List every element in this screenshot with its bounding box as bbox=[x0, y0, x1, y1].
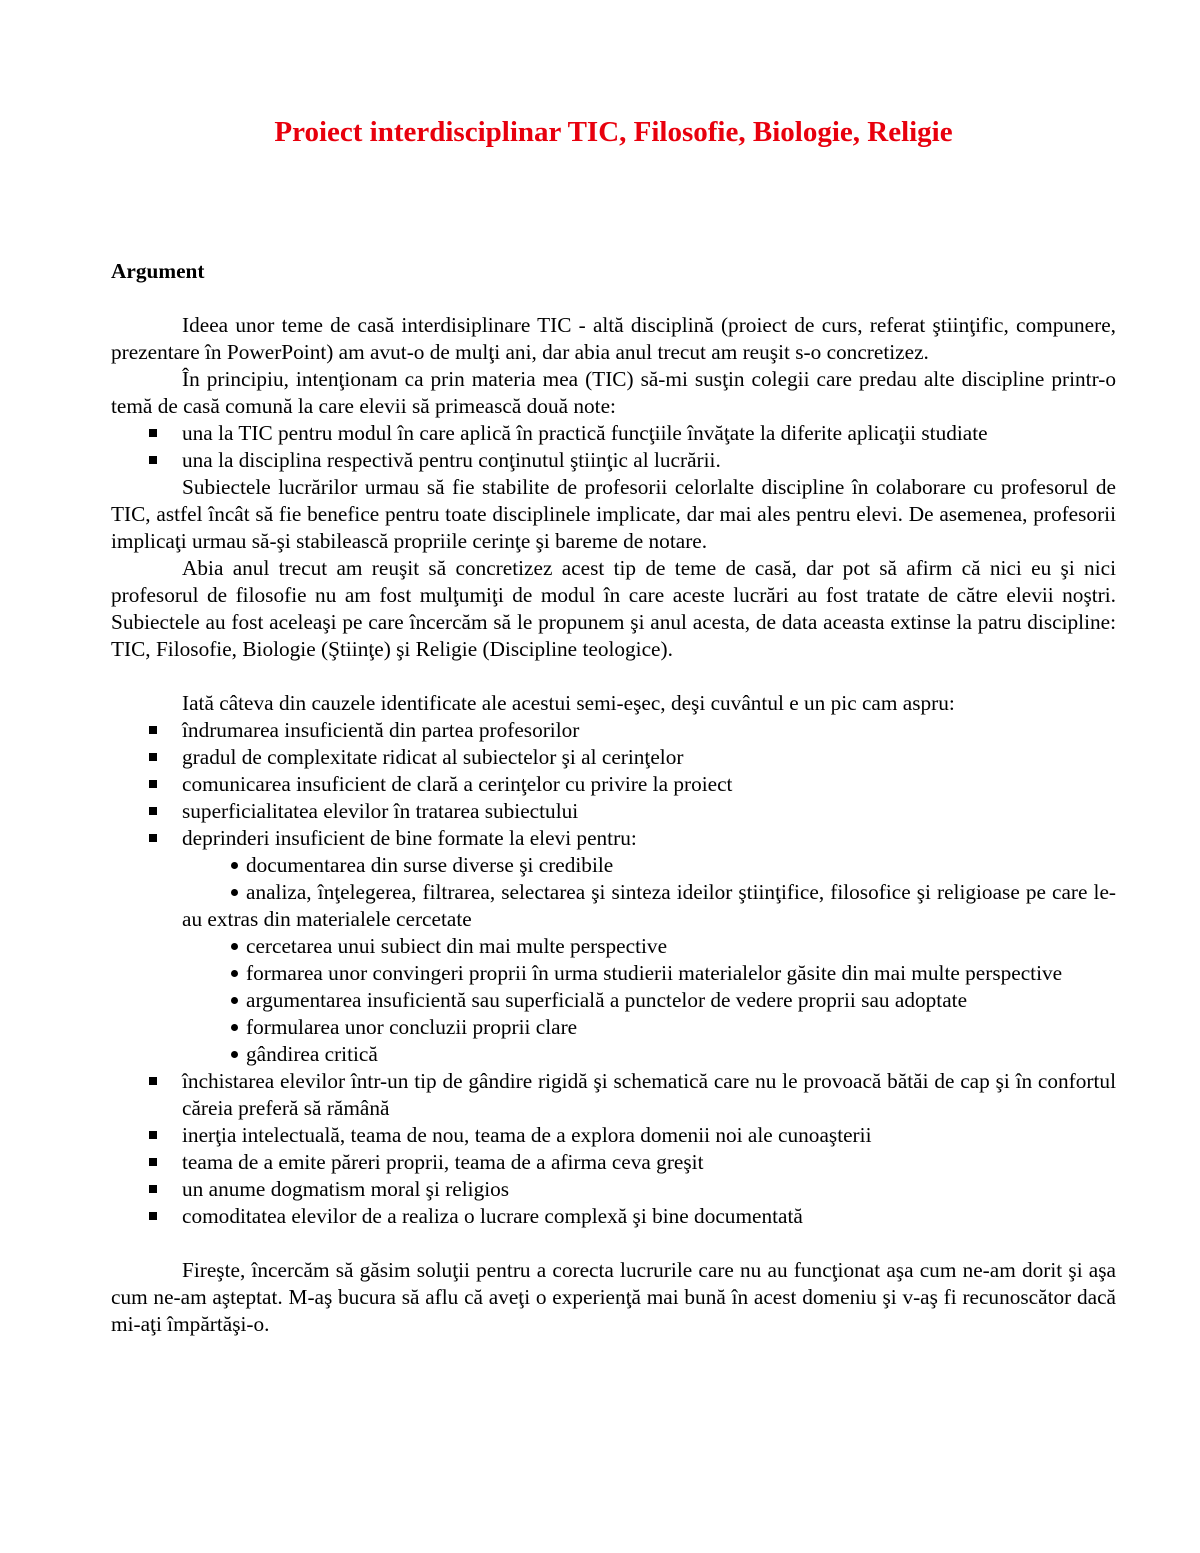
skills-sublist bbox=[182, 852, 1116, 1068]
list-item: teama de a emite păreri proprii, teama de a afirma ceva greşit bbox=[111, 1149, 1116, 1176]
round-bullet-icon bbox=[231, 862, 238, 869]
list-item: îndrumarea insuficientă din partea profesorilor bbox=[111, 717, 1116, 744]
document-body bbox=[111, 258, 1116, 1338]
paragraph-principle: În principiu, intenţionam ca prin materia mea (TIC) să-mi susţin colegii care predau alte discipline printr-o temă de casă comună la care elevii să primească două note: bbox=[111, 367, 1116, 418]
sublist-item: argumentarea insuficientă sau superficială a punctelor de vedere proprii sau adoptate bbox=[182, 987, 1116, 1014]
round-bullet-icon bbox=[231, 1024, 238, 1031]
square-bullet-icon bbox=[149, 726, 157, 734]
paragraph-last-year: Abia anul trecut am reuşit să concretizez acest tip de teme de casă, dar pot să afirm că nici eu şi nici profesorul de filosofie nu am fost mulţumiţi de modul în care aceste lucrări au fost tratate de către elevii noştri. Subiectele au fost aceleaşi pe care încercăm să le propunem şi anul acesta, de data aceasta extinse la patru discipline: TIC, Filosofie, Biologie (Ştiinţe) şi Religie (Discipline teologice). bbox=[111, 556, 1116, 661]
sublist-item: documentarea din surse diverse şi credibile bbox=[182, 852, 1116, 879]
square-bullet-icon bbox=[149, 834, 157, 842]
paragraph-intro: Ideea unor teme de casă interdisiplinare TIC - altă disciplină (proiect de curs, referat ştiinţific, compunere, prezentare în PowerPoint) am avut-o de mulţi ani, dar abia anul trecut am reuşit s-o concretizez. bbox=[111, 313, 1116, 364]
paragraph-subjects: Subiectele lucrărilor urmau să fie stabilite de profesorii celorlalte discipline în colaborare cu profesorul de TIC, astfel încât să fie benefice pentru toate disciplinele implicate, dar mai ales pentru elevi. De asemenea, profesorii implicaţi urmau să-şi stabilească propriile cerinţe şi bareme de notare. bbox=[111, 475, 1116, 553]
square-bullet-icon bbox=[149, 1185, 157, 1193]
round-bullet-icon bbox=[231, 889, 238, 896]
list-item: gradul de complexitate ridicat al subiectelor şi al cerinţelor bbox=[111, 744, 1116, 771]
spacer bbox=[111, 663, 1116, 690]
list-item: comunicarea insuficient de clară a cerinţelor cu privire la proiect bbox=[111, 771, 1116, 798]
causes-list bbox=[111, 717, 1116, 1230]
list-item: deprinderi insuficient de bine formate la elevi pentru: documentarea din surse diverse şi credibile analiza, înţelegerea, filtrarea, selectarea şi sinteza ideilor ştiinţifice, filosofice şi religioase pe care le-au extras din materialele cercetate cercetarea unui subiect din mai multe perspective formarea unor convingeri proprii în urma studierii materialelor găsite din mai multe perspective argumentarea insuficientă sau superficială a punctelor de vedere proprii sau adoptate formularea unor concluzii proprii clare gândirea critică bbox=[111, 825, 1116, 1068]
square-bullet-icon bbox=[149, 1212, 157, 1220]
list-item: un anume dogmatism moral şi religios bbox=[111, 1176, 1116, 1203]
spacer bbox=[111, 285, 1116, 312]
round-bullet-icon bbox=[231, 1051, 238, 1058]
paragraph-closing: Fireşte, încercăm să găsim soluţii pentru a corecta lucrurile care nu au funcţionat aşa cum ne-am dorit şi aşa cum ne-am aşteptat. M-aş bucura să aflu că aveţi o experienţă mai bună în acest domeniu şi v-aş fi recunoscător dacă mi-aţi împărtăşi-o. bbox=[111, 1258, 1116, 1336]
square-bullet-icon bbox=[149, 807, 157, 815]
sublist-item: formarea unor convingeri proprii în urma studierii materialelor găsite din mai multe perspective bbox=[182, 960, 1116, 987]
round-bullet-icon bbox=[231, 943, 238, 950]
paragraph-causes-intro: Iată câteva din cauzele identificate ale acestui semi-eşec, deşi cuvântul e un pic cam aspru: bbox=[182, 691, 955, 715]
square-bullet-icon bbox=[149, 429, 157, 437]
round-bullet-icon bbox=[231, 997, 238, 1004]
spacer bbox=[111, 1230, 1116, 1257]
square-bullet-icon bbox=[149, 1158, 157, 1166]
grades-list bbox=[111, 420, 1116, 474]
square-bullet-icon bbox=[149, 753, 157, 761]
sublist-item: gândirea critică bbox=[182, 1041, 1116, 1068]
square-bullet-icon bbox=[149, 456, 157, 464]
document-title: Proiect interdisciplinar TIC, Filosofie, Biologie, Religie bbox=[274, 116, 953, 148]
sublist-item: formularea unor concluzii proprii clare bbox=[182, 1014, 1116, 1041]
square-bullet-icon bbox=[149, 1077, 157, 1085]
square-bullet-icon bbox=[149, 780, 157, 788]
square-bullet-icon bbox=[149, 1131, 157, 1139]
list-item: închistarea elevilor într-un tip de gândire rigidă şi schematică care nu le provoacă bătăi de cap şi în confortul căreia preferă să rămână bbox=[111, 1068, 1116, 1122]
round-bullet-icon bbox=[231, 970, 238, 977]
list-item: comoditatea elevilor de a realiza o lucrare complexă şi bine documentată bbox=[111, 1203, 1116, 1230]
sublist-item: cercetarea unui subiect din mai multe perspective bbox=[182, 933, 1116, 960]
list-item: superficialitatea elevilor în tratarea subiectului bbox=[111, 798, 1116, 825]
list-item: una la disciplina respectivă pentru conţinutul ştiinţic al lucrării. bbox=[111, 447, 1116, 474]
sublist-item: analiza, înţelegerea, filtrarea, selectarea şi sinteza ideilor ştiinţifice, filosofice şi religioase pe care le-au extras din materialele cercetate bbox=[182, 880, 1116, 931]
list-item: una la TIC pentru modul în care aplică în practică funcţiile învăţate la diferite aplicaţii studiate bbox=[111, 420, 1116, 447]
list-item: inerţia intelectuală, teama de nou, teama de a explora domenii noi ale cunoaşterii bbox=[111, 1122, 1116, 1149]
section-heading: Argument bbox=[111, 259, 205, 283]
